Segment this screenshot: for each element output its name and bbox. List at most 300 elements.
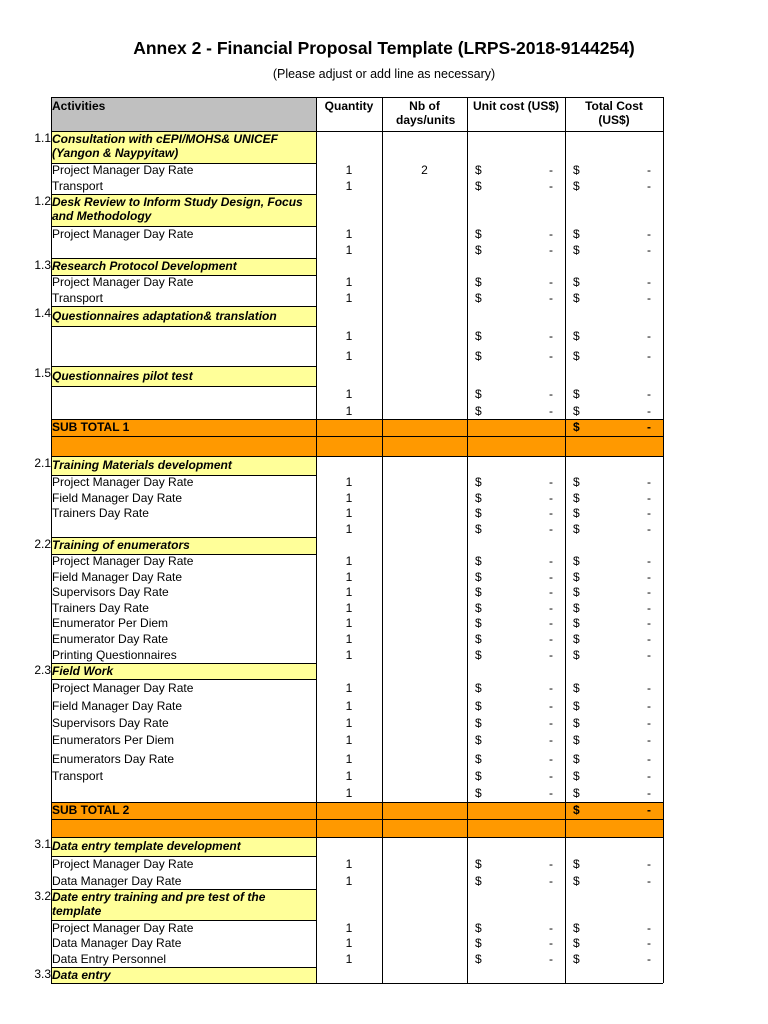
page-subtitle: (Please adjust or add line as necessary): [272, 67, 496, 81]
section-row: [0, 967, 768, 983]
quantity-cell: [316, 194, 382, 226]
total-cost-cell: [565, 837, 663, 856]
amount-value: -: [549, 921, 553, 935]
currency-symbol: $: [475, 243, 482, 257]
quantity-cell: 1: [345, 936, 353, 950]
unit-cost-cell: [467, 802, 565, 819]
amount-value: -: [549, 387, 553, 401]
section-label: Consultation with cEPI/MOHS& UNICEF (Yangon & Naypyitaw): [51, 131, 316, 163]
quantity-cell: [316, 537, 382, 554]
nb-days-cell: [382, 131, 467, 163]
unit-cost-cell: [467, 346, 565, 366]
nb-days-cell: [382, 194, 467, 226]
activity-label: Transport: [52, 291, 103, 305]
currency-symbol: $: [475, 179, 482, 193]
activity-label: Field Manager Day Rate: [52, 570, 183, 584]
currency-symbol: $: [573, 275, 580, 289]
grid-line: [51, 326, 316, 327]
total-cost-cell: [565, 784, 663, 802]
currency-symbol: $: [475, 752, 482, 766]
table-row: [0, 731, 768, 750]
amount-value: -: [549, 681, 553, 695]
amount-value: -: [549, 554, 553, 568]
section-number: 1.4: [34, 306, 51, 320]
grid-column-line: [316, 97, 317, 983]
currency-symbol: $: [573, 475, 580, 489]
amount-value: -: [549, 601, 553, 615]
total-cost-cell: [565, 600, 663, 616]
grid-line: [51, 131, 316, 132]
total-cost-cell: [565, 403, 663, 419]
header-unit-cost: Unit cost (US$): [472, 99, 559, 113]
nb-days-cell: [382, 920, 467, 936]
table-row: [0, 679, 768, 697]
section-number: 1.2: [34, 194, 51, 208]
total-cost-cell: [565, 490, 663, 506]
header-nb-days: Nb of days/units: [396, 99, 456, 127]
currency-symbol: $: [475, 291, 482, 305]
grid-line: [51, 837, 316, 838]
section-label: Desk Review to Inform Study Design, Focus and Methodology: [51, 194, 316, 226]
nb-days-cell: [382, 226, 467, 242]
section-row: [0, 663, 768, 679]
currency-symbol: $: [573, 716, 580, 730]
activity-label: Enumerator Day Rate: [52, 632, 169, 646]
grid-line: [51, 475, 316, 476]
total-cost-cell: [565, 275, 663, 290]
currency-symbol: $: [573, 803, 580, 817]
table-row: [0, 290, 768, 306]
amount-value: -: [647, 699, 651, 713]
activity-label: [51, 242, 316, 258]
amount-value: -: [647, 952, 651, 966]
currency-symbol: $: [573, 921, 580, 935]
quantity-cell: 1: [345, 874, 353, 888]
grid-line: [51, 194, 316, 195]
unit-cost-cell: [467, 819, 565, 837]
currency-symbol: $: [573, 786, 580, 800]
grid-line: [51, 258, 316, 259]
amount-value: -: [647, 506, 651, 520]
amount-value: -: [647, 475, 651, 489]
grid-line: [51, 967, 316, 968]
total-cost-cell: [565, 873, 663, 889]
unit-cost-cell: [467, 784, 565, 802]
table-row: [0, 475, 768, 490]
currency-symbol: $: [573, 179, 580, 193]
quantity-cell: 1: [345, 786, 353, 800]
quantity-cell: [316, 889, 382, 920]
currency-symbol: $: [475, 921, 482, 935]
unit-cost-cell: [467, 936, 565, 951]
total-cost-cell: [565, 131, 663, 163]
total-cost-cell: [565, 346, 663, 366]
unit-cost-cell: [467, 554, 565, 569]
total-cost-cell: [565, 616, 663, 631]
nb-days-cell: [382, 616, 467, 631]
unit-cost-cell: [467, 386, 565, 403]
section-row: [0, 306, 768, 326]
amount-value: -: [549, 733, 553, 747]
unit-cost-cell: [467, 715, 565, 731]
amount-value: -: [647, 227, 651, 241]
section-label: Data entry template development: [51, 837, 316, 856]
nb-days-cell: [382, 242, 467, 258]
amount-value: -: [549, 475, 553, 489]
amount-value: -: [647, 329, 651, 343]
total-cost-cell: [565, 856, 663, 873]
currency-symbol: $: [475, 681, 482, 695]
currency-symbol: $: [573, 570, 580, 584]
table-row: [0, 521, 768, 537]
amount-value: -: [647, 243, 651, 257]
amount-value: -: [647, 857, 651, 871]
nb-days-cell: [382, 819, 467, 837]
total-cost-cell: [565, 936, 663, 951]
currency-symbol: $: [573, 585, 580, 599]
amount-value: -: [647, 716, 651, 730]
quantity-cell: 1: [345, 179, 353, 193]
quantity-cell: [316, 306, 382, 326]
quantity-cell: 1: [345, 681, 353, 695]
grid-line: [51, 226, 316, 227]
table-row: [0, 697, 768, 715]
currency-symbol: $: [573, 163, 580, 177]
unit-cost-cell: [467, 631, 565, 647]
unit-cost-cell: [467, 731, 565, 750]
activity-label: [51, 819, 316, 837]
quantity-cell: [316, 366, 382, 386]
nb-days-cell: [382, 967, 467, 983]
grid-column-line: [467, 97, 468, 983]
quantity-cell: [316, 419, 382, 436]
activity-label: [51, 403, 316, 419]
currency-symbol: $: [573, 752, 580, 766]
currency-symbol: $: [573, 227, 580, 241]
nb-days-cell: [382, 889, 467, 920]
currency-symbol: $: [573, 349, 580, 363]
currency-symbol: $: [573, 874, 580, 888]
quantity-cell: [316, 819, 382, 837]
grid-line: [51, 436, 663, 437]
activity-label: Project Manager Day Rate: [52, 275, 194, 289]
activity-label: Transport: [52, 769, 103, 783]
total-cost-cell: [565, 419, 663, 436]
currency-symbol: $: [475, 699, 482, 713]
unit-cost-cell: [467, 194, 565, 226]
currency-symbol: $: [475, 329, 482, 343]
nb-days-cell: [382, 506, 467, 521]
currency-symbol: $: [573, 857, 580, 871]
nb-days-cell: [382, 554, 467, 569]
table-row: [0, 346, 768, 366]
unit-cost-cell: [467, 490, 565, 506]
total-cost-cell: [565, 386, 663, 403]
activity-label: Supervisors Day Rate: [52, 716, 169, 730]
activity-label: Project Manager Day Rate: [52, 857, 194, 871]
total-cost-cell: [565, 679, 663, 697]
quantity-cell: 1: [345, 275, 353, 289]
amount-value: -: [549, 491, 553, 505]
amount-value: -: [647, 404, 651, 418]
unit-cost-cell: [467, 951, 565, 967]
total-cost-cell: [565, 306, 663, 326]
nb-days-cell: [382, 521, 467, 537]
activity-label: Data Entry Personnel: [52, 952, 167, 966]
currency-symbol: $: [573, 243, 580, 257]
subtotal-row: [0, 419, 768, 436]
grid-line: [51, 419, 663, 420]
amount-value: -: [647, 921, 651, 935]
nb-days-cell: [382, 585, 467, 600]
total-cost-cell: [565, 647, 663, 663]
unit-cost-cell: [467, 647, 565, 663]
total-cost-cell: [565, 750, 663, 768]
total-cost-cell: [565, 194, 663, 226]
spacer-row: [0, 436, 768, 456]
total-cost-cell: [565, 569, 663, 585]
amount-value: -: [647, 681, 651, 695]
table-row: [0, 873, 768, 889]
unit-cost-cell: [467, 967, 565, 983]
activity-label: Enumerators Per Diem: [52, 733, 175, 747]
unit-cost-cell: [467, 436, 565, 456]
unit-cost-cell: [467, 242, 565, 258]
activity-label: Printing Questionnaires: [52, 648, 177, 662]
grid-line: [51, 386, 316, 387]
quantity-cell: [316, 967, 382, 983]
table-row: [0, 326, 768, 346]
table-row: [0, 768, 768, 784]
quantity-cell: 1: [345, 752, 353, 766]
currency-symbol: $: [573, 936, 580, 950]
currency-symbol: $: [475, 506, 482, 520]
table-row: [0, 569, 768, 585]
unit-cost-cell: [467, 275, 565, 290]
currency-symbol: $: [475, 952, 482, 966]
grid-line: [51, 275, 316, 276]
amount-value: -: [549, 522, 553, 536]
activity-label: Project Manager Day Rate: [52, 163, 194, 177]
activity-label: Enumerators Day Rate: [52, 752, 175, 766]
unit-cost-cell: [467, 889, 565, 920]
activity-label: Project Manager Day Rate: [52, 921, 194, 935]
quantity-cell: [316, 802, 382, 819]
currency-symbol: $: [475, 387, 482, 401]
amount-value: -: [647, 874, 651, 888]
section-label: Research Protocol Development: [51, 258, 316, 275]
currency-symbol: $: [475, 769, 482, 783]
quantity-cell: 1: [345, 601, 353, 615]
total-cost-cell: [565, 475, 663, 490]
section-row: [0, 456, 768, 475]
section-row: [0, 194, 768, 226]
quantity-cell: 1: [345, 329, 353, 343]
activity-label: [51, 521, 316, 537]
nb-days-cell: [382, 951, 467, 967]
total-cost-cell: [565, 226, 663, 242]
header-quantity: Quantity: [324, 99, 374, 113]
unit-cost-cell: [467, 290, 565, 306]
section-number: 1.3: [34, 258, 51, 272]
unit-cost-cell: [467, 163, 565, 178]
nb-days-cell: [382, 569, 467, 585]
total-cost-cell: [565, 967, 663, 983]
unit-cost-cell: [467, 663, 565, 679]
quantity-cell: 1: [345, 585, 353, 599]
amount-value: -: [549, 648, 553, 662]
nb-days-cell: [382, 936, 467, 951]
currency-symbol: $: [573, 404, 580, 418]
grid-line: [51, 97, 663, 98]
quantity-cell: 1: [345, 404, 353, 418]
nb-days-cell: [382, 837, 467, 856]
unit-cost-cell: [467, 679, 565, 697]
activity-label: Data Manager Day Rate: [52, 874, 182, 888]
amount-value: -: [647, 570, 651, 584]
currency-symbol: $: [475, 404, 482, 418]
unit-cost-cell: [467, 419, 565, 436]
currency-symbol: $: [573, 769, 580, 783]
nb-days-cell: [382, 306, 467, 326]
total-cost-cell: [565, 768, 663, 784]
currency-symbol: $: [475, 491, 482, 505]
nb-days-cell: [382, 537, 467, 554]
unit-cost-cell: [467, 258, 565, 275]
nb-days-cell: [382, 768, 467, 784]
quantity-cell: [316, 258, 382, 275]
currency-symbol: $: [573, 699, 580, 713]
nb-days-cell: [382, 631, 467, 647]
total-cost-cell: [565, 663, 663, 679]
total-cost-cell: [565, 366, 663, 386]
currency-symbol: $: [573, 420, 580, 434]
table-row: [0, 750, 768, 768]
currency-symbol: $: [573, 648, 580, 662]
currency-symbol: $: [475, 601, 482, 615]
amount-value: -: [647, 936, 651, 950]
grid-column-line: [51, 97, 52, 983]
quantity-cell: 1: [345, 769, 353, 783]
amount-value: -: [549, 227, 553, 241]
nb-days-cell: [382, 697, 467, 715]
amount-value: -: [647, 163, 651, 177]
table-row: [0, 784, 768, 802]
table-row: [0, 506, 768, 521]
quantity-cell: 1: [345, 952, 353, 966]
currency-symbol: $: [475, 275, 482, 289]
currency-symbol: $: [573, 632, 580, 646]
currency-symbol: $: [573, 491, 580, 505]
currency-symbol: $: [475, 786, 482, 800]
unit-cost-cell: [467, 403, 565, 419]
unit-cost-cell: [467, 856, 565, 873]
subtotal-row: [0, 802, 768, 819]
total-cost-cell: [565, 521, 663, 537]
total-cost-cell: [565, 290, 663, 306]
nb-days-cell: [382, 600, 467, 616]
unit-cost-cell: [467, 226, 565, 242]
total-cost-cell: [565, 631, 663, 647]
currency-symbol: $: [475, 716, 482, 730]
nb-days-cell: 2: [421, 163, 428, 177]
amount-value: -: [549, 329, 553, 343]
activity-label: Trainers Day Rate: [52, 506, 149, 520]
amount-value: -: [549, 404, 553, 418]
section-label: Questionnaires adaptation& translation: [51, 306, 316, 326]
total-cost-cell: [565, 731, 663, 750]
section-row: [0, 131, 768, 163]
currency-symbol: $: [475, 475, 482, 489]
nb-days-cell: [382, 750, 467, 768]
amount-value: -: [647, 803, 651, 817]
table-row: [0, 936, 768, 951]
total-cost-cell: [565, 715, 663, 731]
currency-symbol: $: [573, 554, 580, 568]
table-row: [0, 275, 768, 290]
amount-value: -: [647, 387, 651, 401]
currency-symbol: $: [475, 648, 482, 662]
total-cost-cell: [565, 802, 663, 819]
nb-days-cell: [382, 366, 467, 386]
grid-line: [51, 366, 316, 367]
section-number: 2.2: [34, 537, 51, 551]
currency-symbol: $: [475, 585, 482, 599]
unit-cost-cell: [467, 306, 565, 326]
quantity-cell: 1: [345, 506, 353, 520]
unit-cost-cell: [467, 537, 565, 554]
nb-days-cell: [382, 475, 467, 490]
quantity-cell: 1: [345, 387, 353, 401]
amount-value: -: [549, 163, 553, 177]
amount-value: -: [647, 420, 651, 434]
grid-line: [51, 802, 663, 803]
nb-days-cell: [382, 456, 467, 475]
quantity-cell: 1: [345, 570, 353, 584]
quantity-cell: 1: [345, 554, 353, 568]
quantity-cell: 1: [345, 616, 353, 630]
total-cost-cell: [565, 436, 663, 456]
quantity-cell: 1: [345, 699, 353, 713]
nb-days-cell: [382, 679, 467, 697]
nb-days-cell: [382, 715, 467, 731]
amount-value: -: [549, 243, 553, 257]
page-title: Annex 2 - Financial Proposal Template (LRPS-2018-9144254): [133, 38, 635, 58]
section-label: Data entry: [51, 967, 316, 983]
table-row: [0, 715, 768, 731]
grid-line: [51, 663, 316, 664]
grid-line: [51, 856, 316, 857]
unit-cost-cell: [467, 750, 565, 768]
table-row: [0, 600, 768, 616]
total-cost-cell: [565, 585, 663, 600]
total-cost-cell: [565, 920, 663, 936]
unit-cost-cell: [467, 506, 565, 521]
nb-days-cell: [382, 326, 467, 346]
grid-column-line: [382, 97, 383, 983]
amount-value: -: [549, 179, 553, 193]
quantity-cell: [316, 837, 382, 856]
currency-symbol: $: [573, 506, 580, 520]
amount-value: -: [647, 733, 651, 747]
grid-column-line: [663, 97, 664, 983]
activity-label: Supervisors Day Rate: [52, 585, 169, 599]
quantity-cell: 1: [345, 227, 353, 241]
activity-label: [51, 386, 316, 403]
quantity-cell: 1: [345, 243, 353, 257]
total-cost-cell: [565, 537, 663, 554]
amount-value: -: [647, 275, 651, 289]
